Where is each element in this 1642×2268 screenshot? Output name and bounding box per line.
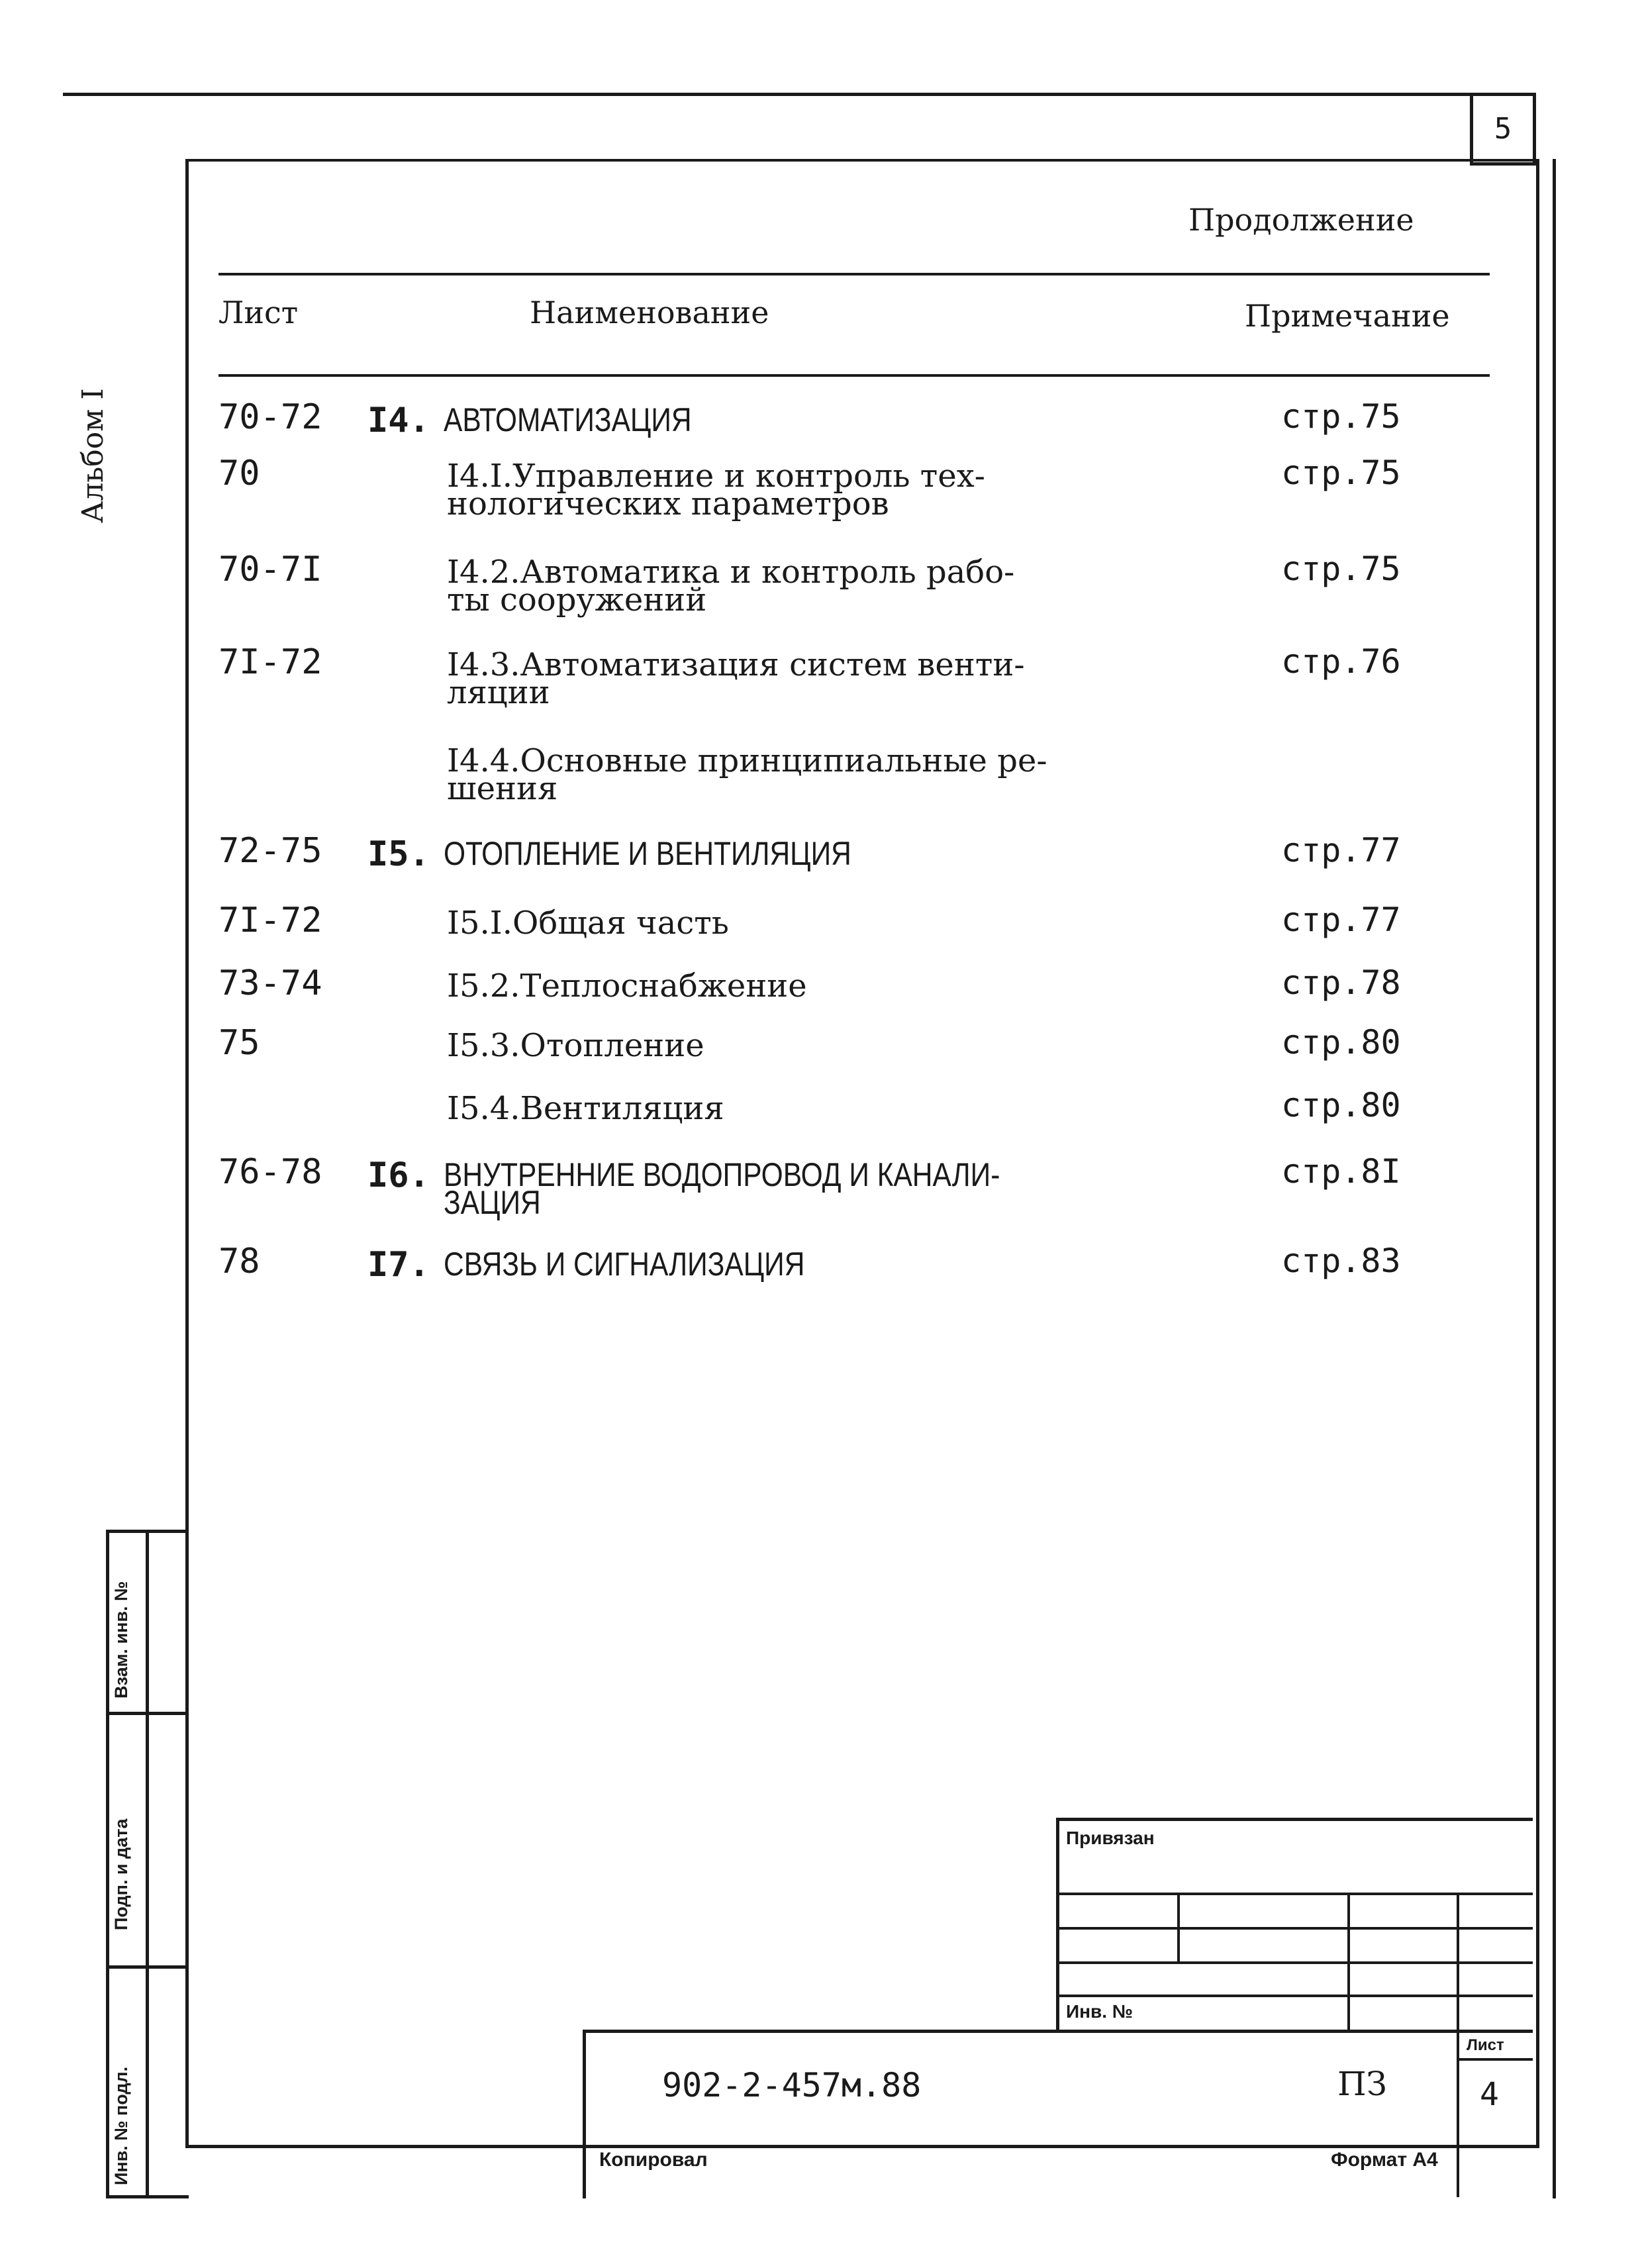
strip-top	[106, 1530, 189, 1533]
sheet-label: Лист	[1467, 2036, 1504, 2054]
stamp-rule-2	[1056, 1927, 1533, 1930]
row-sheet: 7I-72	[218, 642, 322, 682]
top-rule	[63, 93, 1533, 96]
doc-code: 902-2-457м.88	[662, 2066, 922, 2104]
copied-label: Копировал	[599, 2149, 708, 2171]
main-stamp-top	[583, 2030, 1533, 2033]
row-title-line: нологических параметров	[447, 485, 889, 522]
strip-sep-1	[106, 1712, 189, 1715]
inv-orig-label: Инв. № подл.	[111, 2066, 131, 2185]
row-title-line: I5.4.Вентиляция	[447, 1090, 724, 1127]
row-note: стр.77	[1281, 831, 1401, 869]
stamp-rule-3	[1056, 1961, 1533, 1964]
row-note: стр.77	[1281, 901, 1401, 939]
row-note: стр.8I	[1281, 1152, 1401, 1191]
row-title-line: ляции	[447, 674, 550, 711]
strip-bottom	[106, 2195, 189, 2198]
row-note: стр.76	[1281, 642, 1401, 681]
row-note: стр.75	[1281, 454, 1401, 492]
stamp-rule-4	[1056, 1995, 1533, 1997]
stamp-col-3	[1457, 1893, 1459, 2197]
format-label: Формат А4	[1331, 2149, 1438, 2171]
row-sheet: 73-74	[218, 963, 322, 1003]
sign-date-label: Подп. и дата	[111, 1818, 131, 1930]
row-title-line: ЗАЦИЯ	[444, 1184, 541, 1221]
col-sheet-header: Лист	[218, 295, 299, 330]
row-sheet: 70	[218, 454, 260, 493]
strip-inner-line	[106, 1530, 109, 2198]
row-note: стр.75	[1281, 397, 1401, 436]
row-section-number: I5.	[367, 834, 430, 874]
row-title-line: I5.3.Отопление	[447, 1027, 704, 1064]
row-section-number: I6.	[367, 1156, 430, 1195]
header-top-rule	[218, 273, 1490, 275]
sheet-number: 4	[1480, 2076, 1499, 2113]
row-title-line: СВЯЗЬ И СИГНАЛИЗАЦИЯ	[444, 1246, 805, 1283]
row-sheet: 7I-72	[218, 901, 322, 940]
main-stamp-left	[583, 2030, 586, 2198]
row-sheet: 70-7I	[218, 550, 322, 589]
row-sheet: 78	[218, 1242, 260, 1281]
row-title-line: I4.3.Автоматизация систем венти-	[447, 646, 1025, 683]
row-title-line: ВНУТРЕННИЕ ВОДОПРОВОД И КАНАЛИ-	[444, 1156, 1000, 1193]
page-number: 5	[1470, 93, 1536, 166]
row-note: стр.80	[1281, 1086, 1401, 1124]
row-title-line: I5.I.Общая часть	[447, 905, 729, 942]
row-section-number: I4.	[367, 401, 430, 440]
row-title-line: АВТОМАТИЗАЦИЯ	[444, 401, 692, 438]
privyazan-label: Привязан	[1066, 1828, 1155, 1848]
stamp-rule-1	[1056, 1893, 1533, 1895]
stamp-top	[1056, 1818, 1533, 1821]
row-section-number: I7.	[367, 1245, 430, 1285]
row-title-line: I4.I.Управление и контроль тех-	[447, 458, 986, 495]
row-note: стр.83	[1281, 1242, 1401, 1280]
album-label: Альбом I	[76, 388, 110, 523]
row-title-line: I4.2.Автоматика и контроль рабо-	[447, 554, 1015, 591]
right-margin-line	[1553, 159, 1556, 2198]
stamp-left	[1056, 1818, 1059, 2030]
row-title-line: ОТОПЛЕНИЕ И ВЕНТИЛЯЦИЯ	[444, 835, 851, 872]
row-note: стр.80	[1281, 1023, 1401, 1061]
row-sheet: 70-72	[218, 397, 322, 437]
row-title-line: I4.4.Основные принципиальные ре-	[447, 742, 1047, 779]
strip-sep-2	[106, 1965, 189, 1969]
col-note-header: Примечание	[1245, 298, 1450, 334]
row-note: стр.75	[1281, 550, 1401, 588]
inv-no-label: Инв. №	[1066, 2001, 1134, 2022]
header-bottom-rule	[218, 374, 1490, 377]
row-title-line: I5.2.Теплоснабжение	[447, 967, 807, 1005]
strip-left-line	[146, 1530, 149, 2198]
row-title-line: ты сооружений	[447, 581, 707, 618]
row-note: стр.78	[1281, 963, 1401, 1002]
sheet-rule	[1457, 2058, 1533, 2061]
row-sheet: 75	[218, 1023, 260, 1063]
stamp-col-2	[1347, 1893, 1350, 2030]
row-sheet: 76-78	[218, 1152, 322, 1192]
swap-inv-label: Взам. инв. №	[111, 1581, 131, 1699]
stamp-col-1	[1177, 1893, 1180, 1964]
row-sheet: 72-75	[218, 831, 322, 871]
col-name-header: Наименование	[530, 295, 769, 330]
continuation-label: Продолжение	[1188, 202, 1414, 238]
row-title-line: шения	[447, 770, 558, 807]
section-code: ПЗ	[1337, 2065, 1387, 2103]
